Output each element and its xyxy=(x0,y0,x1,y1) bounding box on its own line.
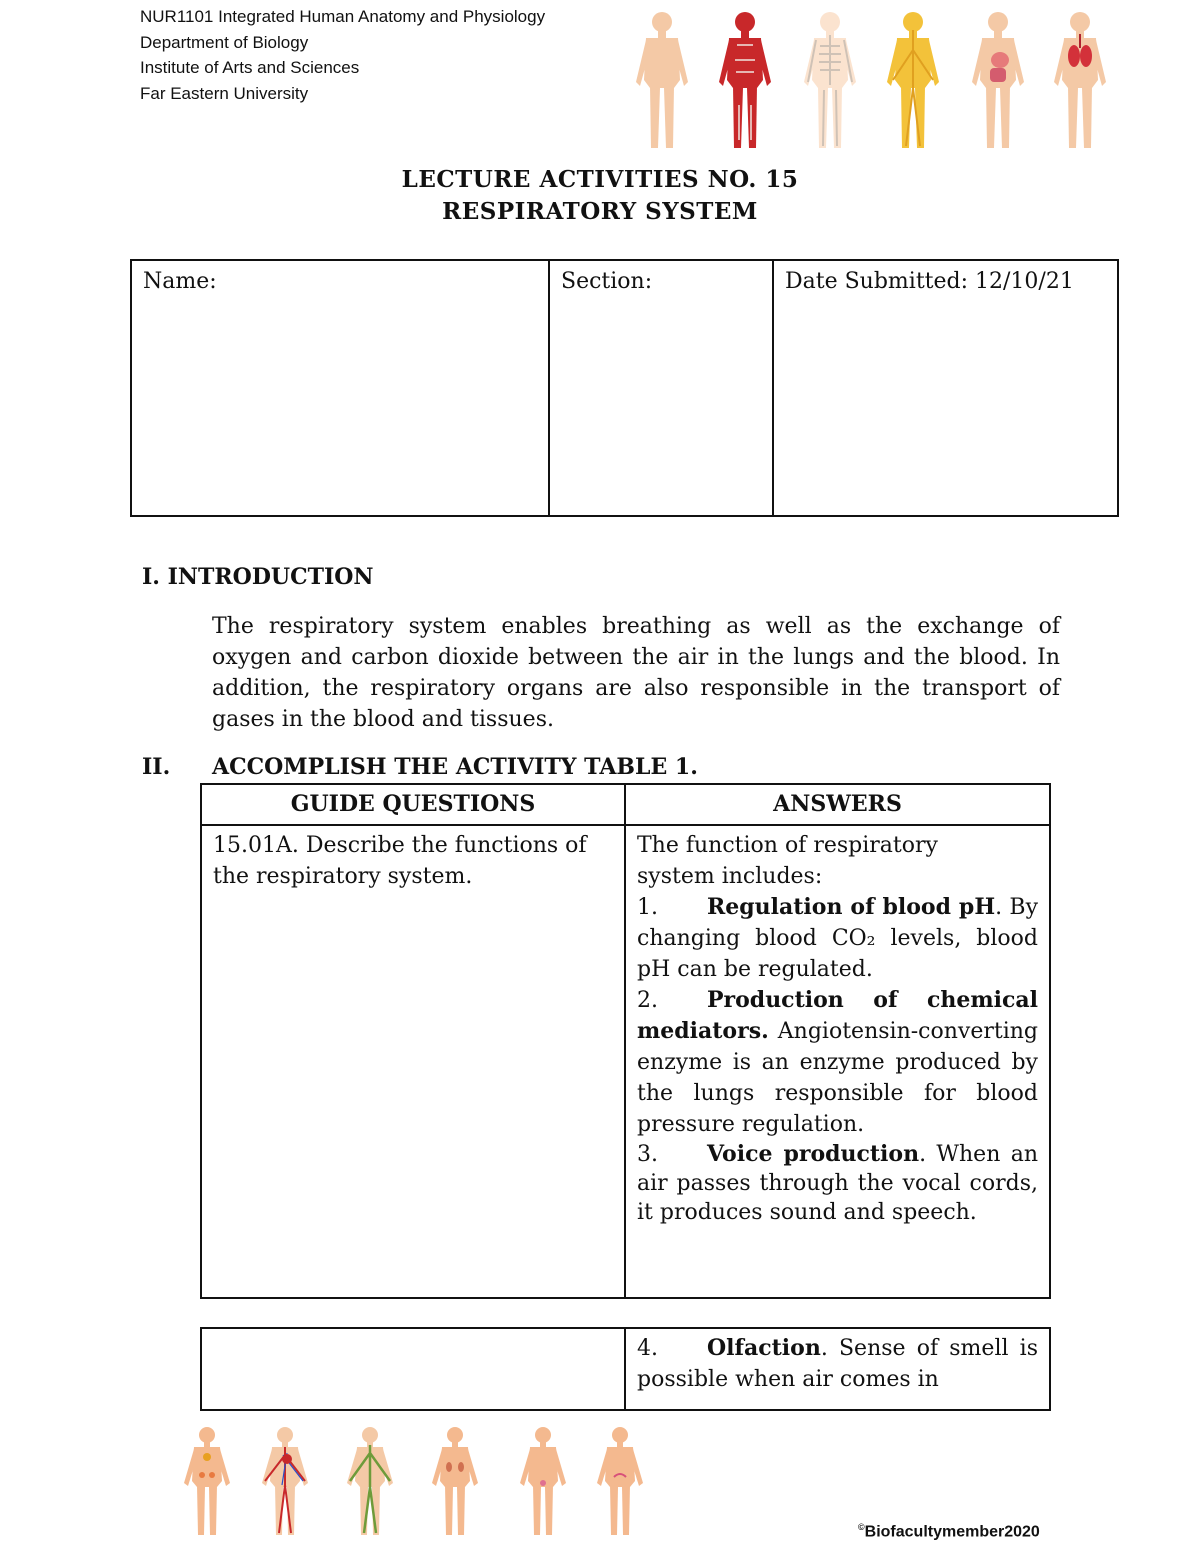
urinary-system-icon xyxy=(432,1427,478,1535)
university-name: Far Eastern University xyxy=(140,83,309,103)
anatomy-figures-top xyxy=(620,10,1130,155)
digestive-system-icon xyxy=(972,12,1024,148)
name-label: Name: xyxy=(143,269,217,294)
activity-table xyxy=(200,783,1051,1299)
question-cell-empty xyxy=(201,1328,625,1410)
answer-intro: The function of respiratory system includes: xyxy=(637,833,938,889)
anatomy-figures-bottom xyxy=(165,1425,675,1540)
date-submitted-label: Date Submitted: 12/10/21 xyxy=(785,269,1074,294)
answer-item: 2. Production of chemical mediators. Angiotensin-converting enzyme is an enzyme produced by the lungs responsible for blood pressure regulation. xyxy=(637,987,1038,1137)
endocrine-system-icon xyxy=(184,1427,230,1535)
answer-item: 1. Regulation of blood pH. By changing blood CO₂ levels, blood pH can be regulated. xyxy=(637,894,1038,982)
section-cell[interactable] xyxy=(549,260,773,516)
guide-question: 15.01A. Describe the functions of the respiratory system. xyxy=(213,833,587,889)
copyright-credit xyxy=(858,1522,1040,1541)
answer-item: 4. Olfaction. Sense of smell is possible when air comes in xyxy=(637,1335,1038,1392)
cardiovascular-system-icon xyxy=(262,1427,308,1535)
guide-questions-header: GUIDE QUESTIONS xyxy=(201,784,625,825)
credit-text: Biofacultymember2020 xyxy=(864,1523,1040,1541)
respiratory-system-icon xyxy=(1054,12,1106,148)
introduction-paragraph: The respiratory system enables breathing as well as the exchange of oxygen and carbon dioxide between the air in the lungs and the blood. In addition, the respiratory organs are also responsible in the transport of gases in the blood and tissues. xyxy=(212,614,1060,732)
activity-table-continued xyxy=(200,1327,1051,1411)
copyright-symbol: © xyxy=(858,1522,865,1532)
activity-numeral: II. xyxy=(142,754,171,780)
male-reproductive-icon xyxy=(520,1427,566,1535)
activity-heading: ACCOMPLISH THE ACTIVITY TABLE 1. xyxy=(212,754,698,780)
course-title: NUR1101 Integrated Human Anatomy and Physiology xyxy=(140,7,546,26)
skeletal-system-icon xyxy=(804,12,856,148)
course-header xyxy=(140,4,545,106)
section-label: Section: xyxy=(561,269,653,294)
date-cell[interactable] xyxy=(773,260,1118,516)
muscular-system-icon xyxy=(719,12,771,148)
system-title: RESPIRATORY SYSTEM xyxy=(442,198,758,225)
answer-item: 3. Voice production. When an air passes through the vocal cords, it produces sound and speech. xyxy=(637,1141,1038,1225)
female-reproductive-icon xyxy=(597,1427,643,1535)
activity-title: LECTURE ACTIVITIES NO. 15 xyxy=(401,166,799,193)
skin-figure-icon xyxy=(636,12,688,148)
student-info-table xyxy=(130,259,1119,517)
name-cell[interactable] xyxy=(131,260,549,516)
answer-cell-continued[interactable] xyxy=(625,1328,1050,1410)
department-name: Department of Biology xyxy=(140,32,309,52)
question-cell xyxy=(201,825,625,1298)
lymphatic-system-icon xyxy=(347,1427,393,1535)
institute-name: Institute of Arts and Sciences xyxy=(140,58,360,77)
introduction-heading: I. INTRODUCTION xyxy=(142,564,374,590)
answer-cell[interactable] xyxy=(625,825,1050,1298)
nervous-system-icon xyxy=(887,12,939,148)
answers-header: ANSWERS xyxy=(625,784,1050,825)
